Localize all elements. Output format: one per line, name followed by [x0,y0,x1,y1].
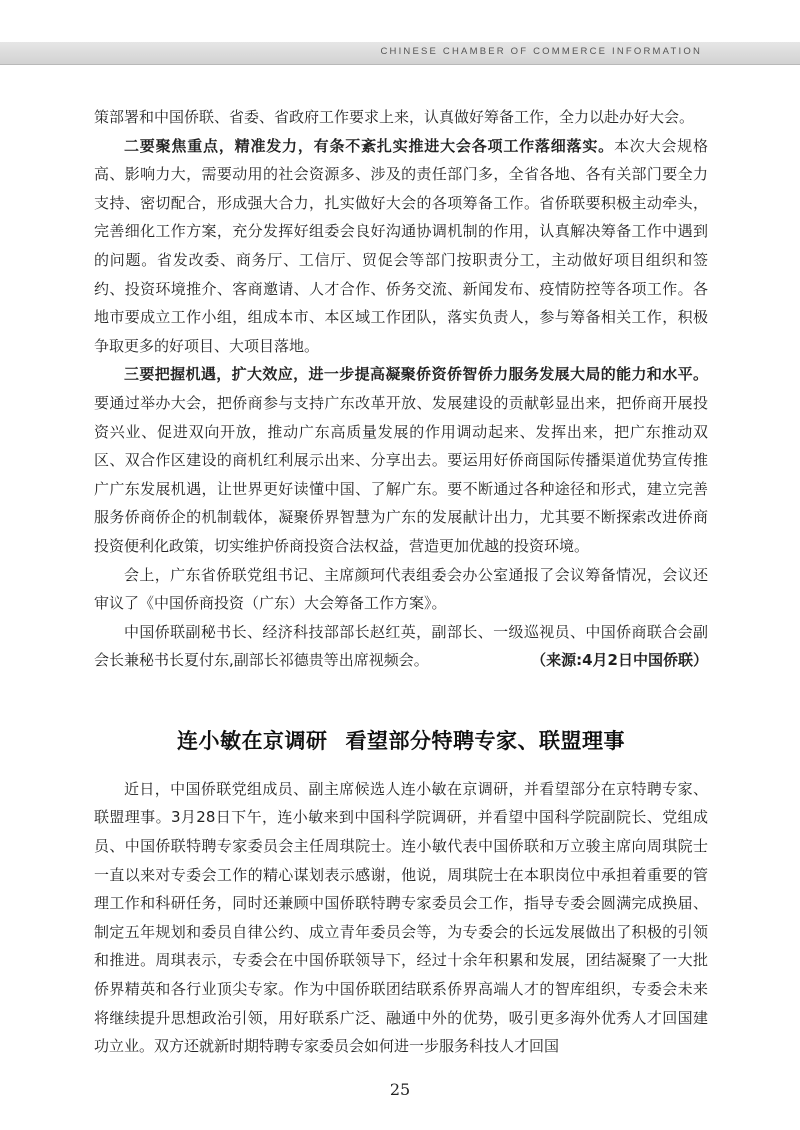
article2-title [94,725,708,755]
page-number: 25 [389,1080,411,1099]
article1-paragraph-5 [94,618,708,675]
article1-paragraph-3 [94,360,708,560]
article1-paragraph-2 [94,132,708,361]
running-header-band [0,42,800,65]
article1-paragraph-2-heading: 二要聚焦重点，精准发力，有条不紊扎实推进大会各项工作落细落实。 [124,136,614,155]
article2-title-part-1: 连小敏在京调研 [177,728,328,753]
article1-paragraph-5-body: 中国侨联副秘书长、经济科技部部长赵红英，副部长、一级巡视员、中国侨商联合会副会长兼秘书长夏付东,副部长祁德贵等出席视频会。 [94,622,708,670]
article1-paragraph-3-body: 要通过举办大会，把侨商参与支持广东改革开放、发展建设的贡献彰显出来，把侨商开展投资兴业、促进双向开放，推动广东高质量发展的作用调动起来、发挥出来，把广东推动双区、双合作区建设的商机红利展示出来、分享出去。要运用好侨商国际传播渠道优势宣传推广广东发展机遇，让世界更好读懂中国、了解广东。要不断通过各种途径和形式，建立完善服务侨商侨企的机制载体，凝聚侨界智慧为广东的发展献计出力，尤其要不断探索改进侨商投资便利化政策，切实维护侨商投资合法权益，营造更加优越的投资环境。 [94,393,708,555]
article2-paragraph-1: 近日，中国侨联党组成员、副主席候选人连小敏在京调研，并看望部分在京特聘专家、联盟理事。3月28日下午，连小敏来到中国科学院调研，并看望中国科学院副院长、党组成员、中国侨联特聘专家委员会主任周琪院士。连小敏代表中国侨联和万立骏主席向周琪院士一直以来对专委会工作的精心谋划表示感谢，他说，周琪院士在本职岗位中承担着重要的管理工作和科研任务，同时还兼顾中国侨联特聘专家委员会工作，指导专委会圆满完成换届、制定五年规划和委员自律公约、成立青年委员会等，为专委会的长远发展做出了积极的引领和推进。周琪表示，专委会在中国侨联领导下，经过十余年积累和发展，团结凝聚了一大批侨界精英和各行业顶尖专家。作为中国侨联团结联系侨界高端人才的智库组织，专委会未来将继续提升思想政治引领，用好联系广泛、融通中外的优势，吸引更多海外优秀人才回国建功立业。双方还就新时期特聘专家委员会如何进一步服务科技人才回国 [94,779,708,1056]
article1-paragraph-1: 策部署和中国侨联、省委、省政府工作要求上来，认真做好筹备工作，全力以赴办好大会。 [94,108,695,126]
article1-paragraph-2-body: 本次大会规格高、影响力大，需要动用的社会资源多、涉及的责任部门多，全省各地、各有关部门要全力支持、密切配合，形成强大合力，扎实做好大会的各项筹备工作。省侨联要积极主动牵头，完善细化工作方案，充分发挥好组委会良好沟通协调机制的作用，认真解决筹备工作中遇到的问题。省发改委、商务厅、工信厅、贸促会等部门按职责分工，主动做好项目组织和签约、投资环境推介、客商邀请、人才合作、侨务交流、新闻发布、疫情防控等各项工作。各地市要成立工作小组，组成本市、本区域工作团队，落实负责人，参与筹备相关工作，积极争取更多的好项目、大项目落地。 [94,136,708,355]
article1-paragraph-3-heading: 三要把握机遇，扩大效应，进一步提高凝聚侨资侨智侨力服务发展大局的能力和水平。 [124,365,708,384]
running-header-title: CHINESE CHAMBER OF COMMERCE INFORMATION [380,46,702,57]
article1-paragraph-4: 会上，广东省侨联党组书记、主席颜珂代表组委会办公室通报了会议筹备情况，会议还审议了《中国侨商投资（广东）大会筹备工作方案》。 [94,565,708,613]
article1-source-note: （来源:4月2日中国侨联） [531,651,708,670]
article2-title-part-2: 看望部分特聘专家、联盟理事 [345,728,625,753]
page-content [94,103,708,1061]
